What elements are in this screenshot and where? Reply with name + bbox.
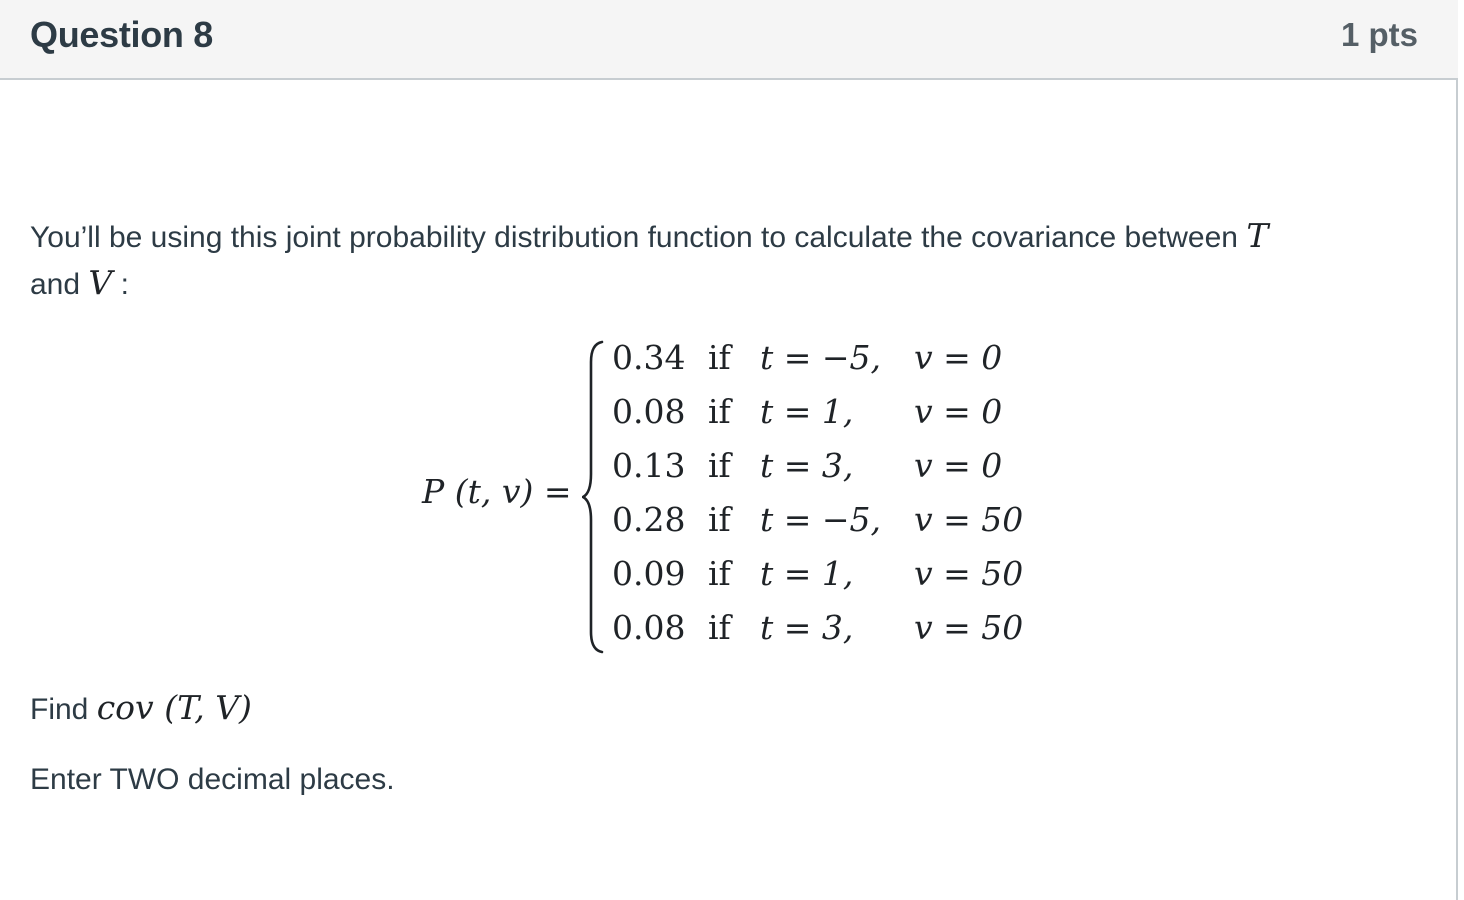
row-v-condition: v = 50 (914, 500, 1024, 539)
row-v-condition: v = 0 (914, 446, 1003, 485)
equals-sign: = (543, 472, 572, 511)
row-t-condition: t = 3, (760, 608, 854, 647)
row-probability: 0.08 (612, 392, 686, 431)
cov-args: (T, V) (153, 688, 252, 727)
find-line (30, 684, 252, 733)
variable-v: V (88, 263, 113, 302)
instruction-text: Enter TWO decimal places. (30, 763, 395, 796)
row-if: if (708, 554, 731, 593)
row-v-condition: v = 50 (914, 554, 1024, 593)
function-args: (t, v) (444, 472, 544, 511)
row-probability: 0.13 (612, 446, 686, 485)
row-t-condition: t = −5, (760, 500, 882, 539)
joint-pmf-equation (420, 338, 1040, 658)
row-if: if (708, 446, 731, 485)
row-v-condition: v = 0 (914, 338, 1003, 377)
intro-line-2 (30, 259, 129, 308)
row-if: if (708, 500, 731, 539)
left-brace-icon (582, 338, 606, 656)
row-v-condition: v = 50 (914, 608, 1024, 647)
row-t-condition: t = 1, (760, 392, 854, 431)
row-t-condition: t = 1, (760, 554, 854, 593)
intro-text: You’ll be using this joint probability distribution function to calculate the covariance between (30, 221, 1247, 254)
row-probability: 0.34 (612, 338, 686, 377)
equation-lhs (422, 472, 572, 511)
row-probability: 0.08 (612, 608, 686, 647)
function-p: P (422, 472, 445, 511)
intro-and: and (30, 268, 89, 301)
question-points: 1 pts (1340, 16, 1418, 53)
intro-line-1 (30, 212, 1268, 261)
row-probability: 0.28 (612, 500, 686, 539)
row-v-condition: v = 0 (914, 392, 1003, 431)
intro-colon: : (112, 268, 129, 301)
row-t-condition: t = 3, (760, 446, 854, 485)
row-t-condition: t = −5, (760, 338, 882, 377)
question-title: Question 8 (30, 14, 214, 55)
find-text: Find (30, 693, 97, 726)
row-if: if (708, 338, 731, 377)
variable-t: T (1246, 216, 1269, 255)
row-probability: 0.09 (612, 554, 686, 593)
row-if: if (708, 608, 731, 647)
question-header (0, 0, 1458, 80)
cov-function: cov (96, 688, 154, 727)
row-if: if (708, 392, 731, 431)
